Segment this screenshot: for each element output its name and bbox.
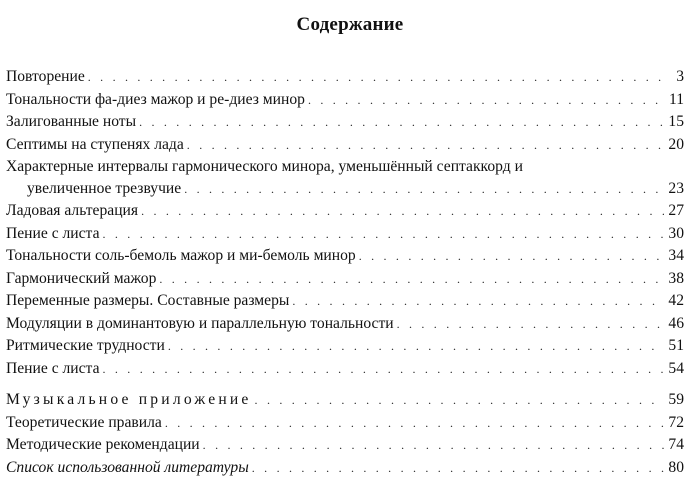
dot-leader [255, 390, 664, 412]
toc-entry-title-continued: увеличенное трезвучие [27, 179, 182, 197]
toc-entry [6, 89, 684, 112]
dot-leader [397, 314, 664, 336]
toc-entry [6, 457, 684, 480]
toc-entry-title: Тональности соль-бемоль мажор и ми-бемоль минор [6, 247, 356, 264]
toc-page-number: 27 [668, 202, 684, 219]
toc-entry-title: Методические рекомендации [6, 436, 200, 453]
dot-leader [159, 269, 664, 291]
toc-entry [6, 245, 684, 268]
toc-entry [6, 389, 684, 412]
toc-entry-title: Теоретические правила [6, 413, 162, 431]
toc-entry [6, 134, 684, 157]
page-title: Содержание [296, 14, 404, 35]
toc-entry-title: Список использованной литературы [6, 458, 249, 476]
toc-entry-title: Модуляции в доминантовую и параллельную тональности [6, 314, 394, 332]
toc-page-number: 30 [668, 224, 684, 242]
toc-entry [6, 268, 684, 291]
toc-entry-title: Повторение [6, 68, 85, 85]
toc-entry-title: Ладовая альтерация [6, 202, 139, 219]
toc-entry-title: Ритмические трудности [6, 337, 165, 354]
dot-leader [103, 359, 665, 381]
dot-leader [184, 179, 664, 201]
dot-leader [103, 224, 665, 246]
toc-entry [6, 111, 684, 134]
dot-leader [139, 112, 664, 134]
toc-page-number: 42 [668, 292, 684, 309]
toc-page-number: 11 [668, 90, 684, 108]
dot-leader [203, 435, 664, 457]
toc-page-number: 59 [668, 391, 684, 408]
toc-entry-title: Переменные размеры. Составные размеры [6, 292, 290, 309]
toc-entry-title: Пение с листа [6, 224, 100, 242]
toc-entry-title: Септимы на ступенях лада [6, 135, 184, 153]
toc-page-number: 3 [676, 68, 684, 85]
dot-leader [168, 336, 664, 358]
toc-entry [6, 223, 684, 246]
toc-entry [6, 156, 684, 200]
toc-entry [6, 313, 684, 336]
toc-page-number: 46 [668, 314, 684, 332]
toc-page-number: 23 [668, 179, 684, 197]
toc-entry-title: Гармонический мажор [6, 269, 157, 287]
toc-entry-title: Характерные интервалы гармонического минора, уменьшённый септаккорд и [6, 158, 523, 175]
toc-entry [6, 200, 684, 223]
dot-leader [359, 246, 664, 268]
toc-entry [6, 335, 684, 358]
toc-page-number: 20 [668, 135, 684, 153]
dot-leader [292, 291, 664, 313]
toc-entry [6, 434, 684, 457]
toc-page-number: 80 [668, 458, 684, 476]
toc-entry-title: Музыкальное приложение [6, 391, 252, 408]
section-spacer [6, 380, 684, 389]
dot-leader [141, 201, 664, 223]
dot-leader [165, 413, 664, 435]
toc-entry [6, 66, 684, 89]
toc-page-number: 51 [668, 337, 684, 354]
toc-page-number: 74 [668, 436, 684, 453]
dot-leader [88, 67, 664, 89]
toc-entry [6, 412, 684, 435]
toc-page-number: 38 [668, 269, 684, 287]
dot-leader [187, 135, 664, 157]
toc-entry-title: Пение с листа [6, 359, 100, 377]
toc-page-number: 34 [668, 247, 684, 264]
toc-entry-title: Тональности фа-диез мажор и ре-диез минор [6, 90, 305, 108]
toc-page-number: 72 [668, 413, 684, 431]
dot-leader [252, 458, 664, 480]
toc-entry [6, 290, 684, 313]
table-of-contents [6, 66, 684, 479]
toc-page-number: 15 [668, 113, 684, 130]
toc-entry-title: Залигованные ноты [6, 113, 137, 130]
toc-page-number: 54 [668, 359, 684, 377]
dot-leader [308, 90, 664, 112]
toc-entry [6, 358, 684, 381]
